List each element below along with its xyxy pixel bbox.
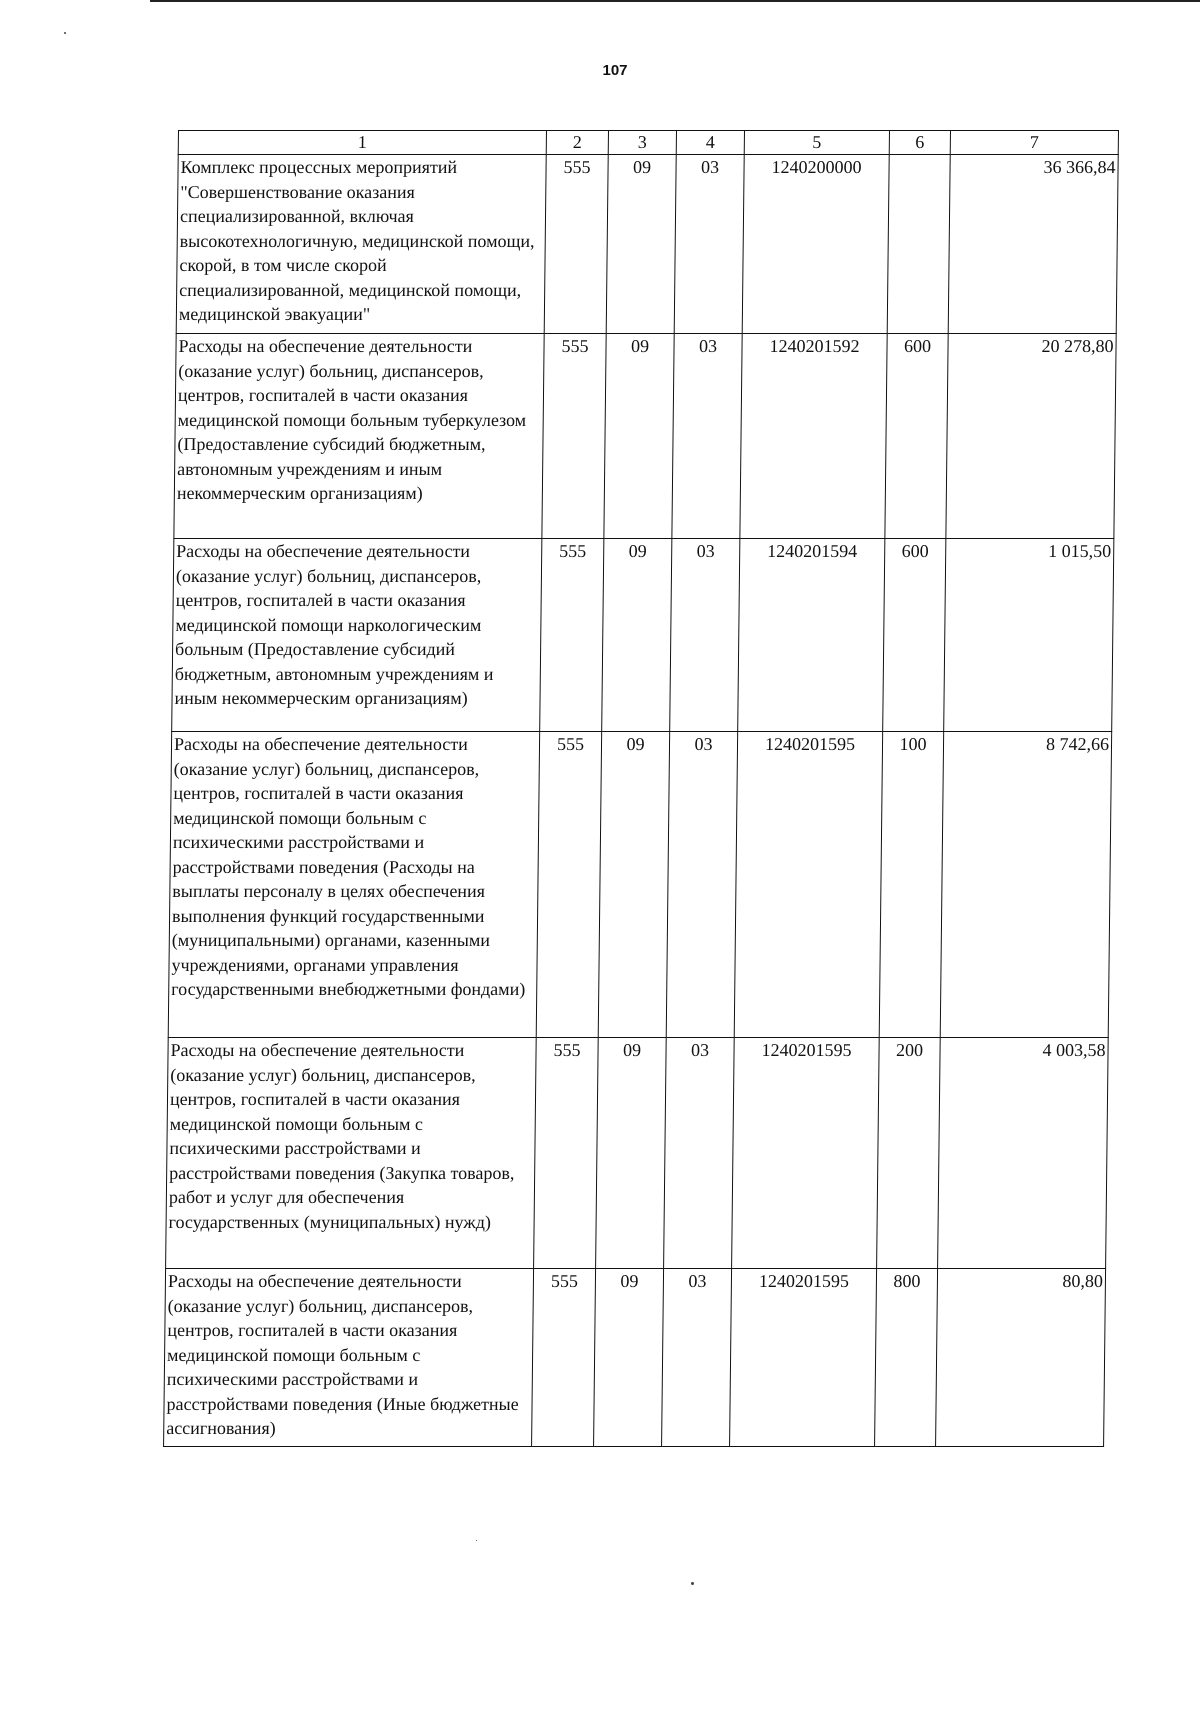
table-row	[172, 539, 1114, 732]
row-section-code: 09	[604, 334, 674, 539]
row-description: Расходы на обеспечение деятельности (оказание услуг) больниц, диспансеров, центров, госпиталей в части оказания медицинской помощи наркологическим больным (Предоставление субсидий бюджетным, автономным учреждениям и иным некоммерческим организациям)	[172, 539, 542, 732]
row-target-code: 1240200000	[742, 155, 889, 334]
row-expense-type: 600	[883, 539, 946, 732]
row-subsection-code: 03	[672, 334, 742, 539]
row-section-code: 09	[596, 1038, 667, 1269]
row-amount: 80,80	[936, 1269, 1106, 1447]
row-subsection-code: 03	[666, 732, 737, 1038]
row-ministry-code: 555	[540, 539, 604, 732]
row-expense-type: 600	[885, 334, 948, 539]
row-target-code: 1240201594	[738, 539, 885, 732]
page-number: 107	[602, 62, 628, 79]
row-ministry-code: 555	[536, 732, 601, 1038]
row-subsection-code: 03	[662, 1269, 732, 1447]
row-amount: 36 366,84	[948, 155, 1118, 334]
row-target-code: 1240201595	[732, 1038, 880, 1269]
column-header: 4	[676, 131, 744, 155]
row-target-code: 1240201595	[734, 732, 882, 1038]
table-row	[168, 732, 1111, 1038]
row-expense-type	[887, 155, 950, 334]
table-row	[176, 155, 1118, 334]
table-row	[164, 1269, 1106, 1447]
row-description: Комплекс процессных мероприятий "Совершенствование оказания специализированной, включая высокотехнологичную, медицинской помощи, скорой, в том числе скорой специализированной, медицинской помощи, медицинской эвакуации"	[176, 155, 546, 334]
row-ministry-code: 555	[534, 1038, 599, 1269]
row-description: Расходы на обеспечение деятельности (оказание услуг) больниц, диспансеров, центров, госпиталей в части оказания медицинской помощи больным туберкулезом (Предоставление субсидий бюджетным, автономным учреждениям и иным некоммерческим организациям)	[174, 334, 544, 539]
header-row	[178, 131, 1118, 155]
column-header: 7	[950, 131, 1118, 155]
budget-table	[163, 130, 1119, 1447]
column-header: 5	[744, 131, 889, 155]
row-subsection-code: 03	[664, 1038, 735, 1269]
row-target-code: 1240201592	[740, 334, 887, 539]
row-expense-type: 100	[879, 732, 943, 1038]
row-section-code: 09	[594, 1269, 664, 1447]
row-expense-type: 200	[877, 1038, 941, 1269]
row-ministry-code: 555	[532, 1269, 596, 1447]
row-section-code: 09	[606, 155, 676, 334]
table-row	[166, 1038, 1109, 1269]
row-section-code: 09	[598, 732, 669, 1038]
column-header: 3	[608, 131, 676, 155]
row-amount: 1 015,50	[944, 539, 1114, 732]
row-target-code: 1240201595	[730, 1269, 877, 1447]
column-header: 2	[546, 131, 608, 155]
row-subsection-code: 03	[670, 539, 740, 732]
row-ministry-code: 555	[544, 155, 608, 334]
row-amount: 4 003,58	[938, 1038, 1109, 1269]
column-header: 6	[889, 131, 950, 155]
row-section-code: 09	[602, 539, 672, 732]
row-ministry-code: 555	[542, 334, 606, 539]
row-amount: 8 742,66	[940, 732, 1111, 1038]
row-subsection-code: 03	[674, 155, 744, 334]
column-header: 1	[178, 131, 546, 155]
top-rule	[150, 0, 1200, 2]
row-description: Расходы на обеспечение деятельности (оказание услуг) больниц, диспансеров, центров, госпиталей в части оказания медицинской помощи больным с психическими расстройствами и расстройствами поведения (Закупка товаров, работ и услуг для обеспечения государственных (муниципальных) нужд)	[166, 1038, 537, 1269]
row-amount: 20 278,80	[946, 334, 1116, 539]
table-row	[174, 334, 1116, 539]
row-description: Расходы на обеспечение деятельности (оказание услуг) больниц, диспансеров, центров, госпиталей в части оказания медицинской помощи больным с психическими расстройствами и расстройствами поведения (Иные бюджетные ассигнования)	[164, 1269, 534, 1447]
row-expense-type: 800	[875, 1269, 938, 1447]
row-description: Расходы на обеспечение деятельности (оказание услуг) больниц, диспансеров, центров, госпиталей в части оказания медицинской помощи больным с психическими расстройствами и расстройствами поведения (Расходы на выплаты персоналу в целях обеспечения выполнения функций государственными (муниципальными) органами, казенными учреждениями, органами управления государственными внебюджетными фондами)	[168, 732, 539, 1038]
